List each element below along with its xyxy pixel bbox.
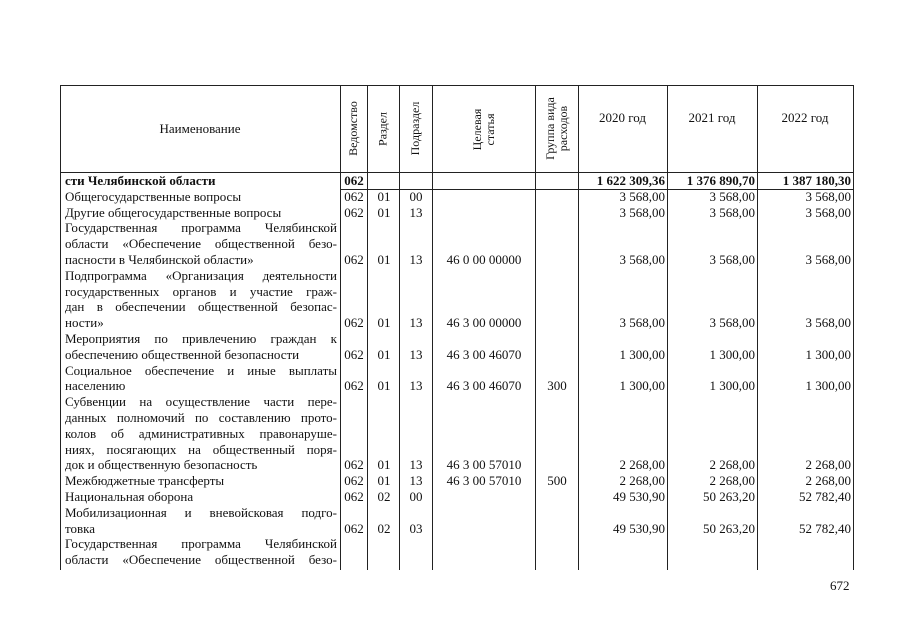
row-celevaya: 46 3 00 46070 — [446, 346, 522, 362]
row-celevaya: 46 0 00 00000 — [446, 251, 522, 267]
row-2020: 3 568,00 — [619, 188, 665, 204]
row-razdel: 02 — [377, 520, 391, 536]
header-gruppa-line1: Группа вида — [542, 97, 557, 160]
row-podrazdel: 13 — [409, 251, 423, 267]
row-2022: 52 782,40 — [799, 489, 851, 504]
row-name — [65, 205, 337, 221]
row-vedomstvo: 062 — [344, 520, 364, 536]
row-razdel: 01 — [377, 457, 391, 473]
page-number: 672 — [830, 578, 850, 593]
row-2021: 50 263,20 — [703, 489, 755, 504]
header-podrazdel: Подраздел — [408, 101, 422, 156]
row-name — [65, 363, 337, 395]
row-name-line: Подпрограмма «Организация деятельности — [65, 267, 337, 283]
row-gruppa: 500 — [547, 473, 567, 489]
row-name-line: населению — [65, 378, 126, 394]
row-2021: 1 300,00 — [709, 346, 755, 362]
row-celevaya: 46 3 00 57010 — [446, 473, 522, 489]
table-row — [60, 505, 854, 537]
row-name — [65, 220, 337, 267]
row-2020: 2 268,00 — [619, 457, 665, 473]
row-razdel: 01 — [377, 204, 391, 220]
row-celevaya: 46 3 00 57010 — [446, 457, 522, 473]
row-name-line: Социальное обеспечение и иные выплаты — [65, 362, 337, 378]
row-podrazdel: 13 — [409, 204, 423, 220]
table-row — [60, 173, 854, 189]
row-2022: 3 568,00 — [805, 204, 851, 220]
row-name-line: пасности в Челябинской области» — [65, 251, 254, 267]
table-row — [60, 489, 854, 505]
row-name-line: дан в обеспечении общественной безопас- — [65, 299, 337, 315]
table-row — [60, 189, 854, 205]
table-row — [60, 473, 854, 489]
header-celevaya — [432, 86, 535, 173]
row-2022: 3 568,00 — [805, 188, 851, 204]
header-gruppa — [535, 85, 578, 172]
header-celevaya-line1: Целевая — [469, 108, 484, 151]
row-name-line: Государственная программа Челябинской — [65, 220, 337, 236]
row-vedomstvo: 062 — [344, 251, 364, 267]
header-2020: 2020 год — [599, 110, 646, 125]
row-name-line: обеспечению общественной безопасности — [65, 346, 300, 362]
row-name-line: Мобилизационная и вневойсковая подго- — [65, 504, 337, 520]
row-vedomstvo: 062 — [344, 188, 364, 204]
row-vedomstvo: 062 — [344, 473, 364, 489]
row-razdel: 01 — [377, 346, 391, 362]
row-2020: 2 268,00 — [619, 473, 665, 489]
row-name-line: государственных органов и участие граж- — [65, 283, 337, 299]
row-razdel: 01 — [377, 188, 391, 204]
row-name — [65, 473, 337, 489]
header-2022: 2022 год — [781, 110, 829, 125]
row-razdel: 01 — [377, 315, 391, 331]
header-name: Наименование — [159, 120, 241, 136]
row-2022: 3 568,00 — [805, 315, 851, 331]
row-2021: 3 568,00 — [709, 251, 755, 267]
row-2021: 3 568,00 — [709, 315, 755, 331]
row-podrazdel: 13 — [409, 315, 423, 331]
row-2021: 1 300,00 — [709, 378, 755, 394]
header-gruppa-line2: расходов — [555, 105, 570, 152]
row-2022: 2 268,00 — [805, 473, 851, 489]
row-razdel: 01 — [377, 473, 391, 489]
row-name-line: товка — [65, 520, 96, 536]
row-name-line: Национальная оборона — [65, 489, 194, 504]
row-2020: 1 300,00 — [619, 378, 665, 394]
row-name — [65, 331, 337, 363]
header-2021: 2021 год — [688, 110, 736, 125]
row-2021: 1 376 890,70 — [686, 173, 755, 188]
row-razdel: 01 — [377, 251, 391, 267]
row-2021: 50 263,20 — [703, 520, 755, 536]
row-name-line: Государственная программа Челябинской — [65, 536, 337, 552]
row-2022: 2 268,00 — [805, 457, 851, 473]
header-vedomstvo: Ведомство — [346, 101, 360, 156]
row-gruppa: 300 — [547, 378, 567, 394]
row-vedomstvo: 062 — [344, 315, 364, 331]
row-podrazdel: 13 — [409, 346, 423, 362]
row-name-line: области «Обеспечение общественной безо- — [65, 552, 337, 568]
table-row — [60, 394, 854, 473]
row-2020: 49 530,90 — [613, 489, 665, 504]
row-name-line: Субвенции на осуществление части пере- — [65, 394, 337, 410]
row-2022: 3 568,00 — [805, 251, 851, 267]
row-name — [65, 189, 337, 205]
row-name-line: Другие общегосударственные вопросы — [65, 204, 282, 220]
row-celevaya: 46 3 00 00000 — [446, 315, 522, 331]
row-podrazdel: 13 — [409, 378, 423, 394]
row-2021: 3 568,00 — [709, 204, 755, 220]
row-2021: 2 268,00 — [709, 457, 755, 473]
row-2020: 1 300,00 — [619, 346, 665, 362]
row-celevaya: 46 3 00 46070 — [446, 378, 522, 394]
row-name — [65, 505, 337, 537]
header-razdel: Раздел — [375, 112, 389, 146]
row-2021: 2 268,00 — [709, 473, 755, 489]
table-row — [60, 268, 854, 331]
row-razdel: 01 — [377, 378, 391, 394]
row-vedomstvo: 062 — [344, 173, 364, 188]
row-name — [65, 173, 337, 189]
row-name-line: ниях, посягающих на общественный поря- — [65, 441, 337, 457]
row-vedomstvo: 062 — [344, 204, 364, 220]
row-2020: 3 568,00 — [619, 204, 665, 220]
row-name-line: док и общественную безопасность — [65, 457, 258, 473]
table-row — [60, 331, 854, 363]
table-row — [60, 363, 854, 395]
budget-table — [60, 85, 854, 570]
row-podrazdel: 13 — [409, 473, 423, 489]
row-name — [65, 394, 337, 473]
row-podrazdel: 00 — [409, 188, 423, 204]
row-name — [65, 536, 337, 568]
row-name-line: области «Обеспечение общественной безо- — [65, 236, 337, 252]
row-vedomstvo: 062 — [344, 489, 364, 504]
table-row — [60, 536, 854, 568]
row-name-line: Мероприятия по привлечению граждан к — [65, 331, 337, 346]
row-name-line: данных полномочий по составлению прото- — [65, 409, 337, 425]
row-razdel: 02 — [377, 489, 391, 504]
row-name-line: колов об административных правонаруше- — [65, 425, 337, 441]
row-podrazdel: 03 — [409, 520, 423, 536]
row-name-line: Межбюджетные трансферты — [65, 473, 225, 489]
row-vedomstvo: 062 — [344, 378, 364, 394]
row-vedomstvo: 062 — [344, 346, 364, 362]
row-2022: 1 300,00 — [805, 378, 851, 394]
row-name-line: Общегосударственные вопросы — [65, 188, 242, 204]
row-name — [65, 489, 337, 505]
row-name-line: ности» — [65, 315, 104, 331]
row-vedomstvo: 062 — [344, 457, 364, 473]
row-2022: 52 782,40 — [799, 520, 851, 536]
row-2021: 3 568,00 — [709, 188, 755, 204]
row-podrazdel: 00 — [409, 489, 423, 504]
row-2020: 3 568,00 — [619, 251, 665, 267]
table-row — [60, 220, 854, 267]
row-podrazdel: 13 — [409, 457, 423, 473]
row-2020: 49 530,90 — [613, 520, 665, 536]
table-row — [60, 205, 854, 221]
header-celevaya-line2: статья — [482, 113, 497, 146]
row-2022: 1 387 180,30 — [782, 173, 851, 188]
row-name — [65, 268, 337, 331]
row-2022: 1 300,00 — [805, 346, 851, 362]
row-name-line: сти Челябинской области — [65, 173, 216, 188]
row-2020: 1 622 309,36 — [596, 173, 665, 188]
row-2020: 3 568,00 — [619, 315, 665, 331]
